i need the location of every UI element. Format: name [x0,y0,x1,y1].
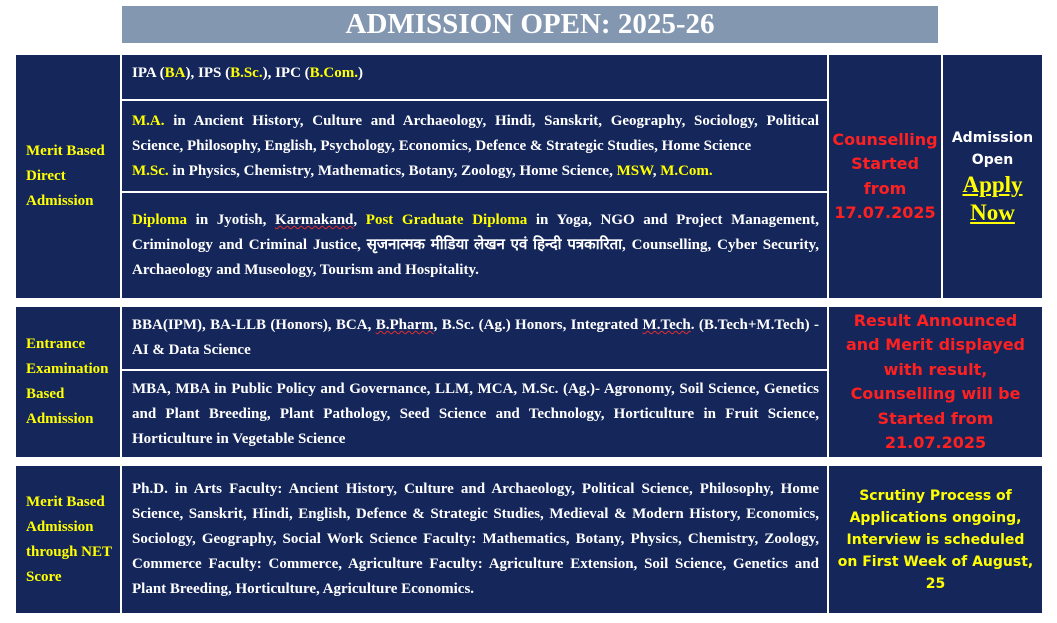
admission-open-cell [943,55,1042,298]
course-row-phd: Ph.D. in Arts Faculty: Ancient History, Culture and Archaeology, Political Science, Philosophy, Home Science, Sanskrit, Hindi, English, Defence & Strategic Studies, Medieval & Modern History, Economics, Sociology, Geography, Social Work Science Faculty: Mathematics, Botany, Physics, Chemistry, Zoology, Commerce Faculty: Commerce, Agriculture Faculty: Agriculture Extension, Soil Science, Genetics and Plant Breeding, Horticulture, Agriculture Economics. [122,466,827,613]
admission-banner: ADMISSION OPEN: 2025-26 [122,6,938,43]
merit-direct-section [16,55,1042,298]
admission-open-label: Admission Open [951,129,1034,168]
category-entrance: Entrance Examination Based Admission [16,307,120,457]
net-section [16,466,1042,613]
course-row-diploma: Diploma in Jyotish, Karmakand, Post Graduate Diploma in Yoga, NGO and Project Management, Criminology and Criminal Justice, सृजनात्मक मीडिया लेखन एवं हिन्दी पत्रकारिता, Counselling, Cyber Security, Archaeology and Museology, Tourism and Hospitality. [122,193,827,298]
category-merit-direct: Merit Based Direct Admission [16,55,120,298]
category-net: Merit Based Admission through NET Score [16,466,120,613]
result-status: Result Announced and Merit displayed with result, Counselling will be Started from 21.07.2025 [829,307,1042,457]
counselling-status: Counselling Started from 17.07.2025 [829,55,941,298]
course-row-ug: IPA (BA), IPS (B.Sc.), IPC (B.Com.) [122,55,827,99]
scrutiny-status: Scrutiny Process of Applications ongoing, Interview is scheduled on First Week of August, 25 [829,466,1042,613]
course-row-entrance-ug: BBA(IPM), BA-LLB (Honors), BCA, B.Pharm, B.Sc. (Ag.) Honors, Integrated M.Tech. (B.Tech+M.Tech) -AI & Data Science [122,307,827,369]
apply-now-link[interactable]: Apply Now [962,171,1023,225]
entrance-section [16,307,1042,457]
course-row-pg: M.A. in Ancient History, Culture and Archaeology, Hindi, Sanskrit, Geography, Sociology, Political Science, Philosophy, English, Psychology, Economics, Defence & Strategic Studies, Home Science M.Sc. in Physics, Chemistry, Mathematics, Botany, Zoology, Home Science, MSW, M.Com. [122,101,827,191]
course-row-entrance-pg: MBA, MBA in Public Policy and Governance, LLM, MCA, M.Sc. (Ag.)- Agronomy, Soil Science, Genetics and Plant Breeding, Plant Pathology, Seed Science and Technology, Horticulture in Fruit Science, Horticulture in Vegetable Science [122,371,827,457]
